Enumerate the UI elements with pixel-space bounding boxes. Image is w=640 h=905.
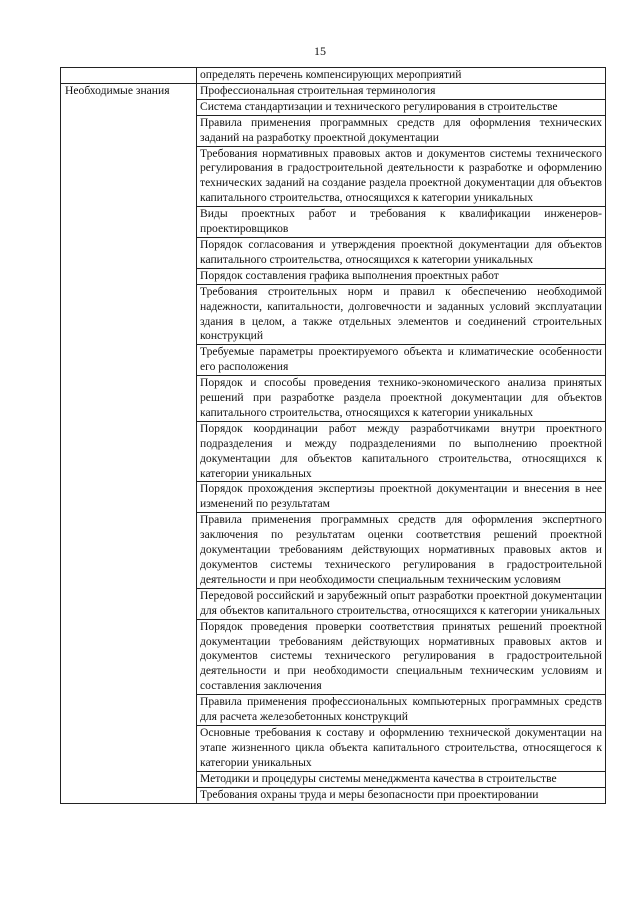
knowledge-item: Требуемые параметры проектируемого объекта и климатические особенности его расположения xyxy=(197,345,606,376)
knowledge-table xyxy=(60,67,606,804)
knowledge-item: Порядок прохождения экспертизы проектной документации и внесения в нее изменений по результатам xyxy=(197,482,606,513)
knowledge-item: Требования нормативных правовых актов и документов системы технического регулирования в градостроительной деятельности к разработке и оформлению технических заданий на создание раздела проектной документации для объектов капитального строительства, относящихся к категории уникальных xyxy=(197,146,606,207)
knowledge-item: Порядок и способы проведения технико-экономического анализа принятых решений при разработке раздела проектной документации для объектов капитального строительства, относящихся к категории уникальных xyxy=(197,376,606,422)
knowledge-item: Требования охраны труда и меры безопасности при проектировании xyxy=(197,787,606,803)
knowledge-item: Правила применения программных средств для оформления экспертного заключения по результатам оценки соответствия решений проектной документации требованиям действующих нормативных правовых актов и документов системы технического регулирования в градостроительной деятельности и при необходимости специальным техническим условиям xyxy=(197,513,606,589)
knowledge-item: Профессиональная строительная терминология xyxy=(197,83,606,99)
empty-label-cell xyxy=(61,68,197,84)
knowledge-item: Правила применения профессиональных компьютерных программных средств для расчета железобетонных конструкций xyxy=(197,695,606,726)
knowledge-item: Виды проектных работ и требования к квалификации инженеров-проектировщиков xyxy=(197,207,606,238)
table-row xyxy=(61,83,606,99)
knowledge-item: Порядок согласования и утверждения проектной документации для объектов капитального строительства, относящихся к категории уникальных xyxy=(197,237,606,268)
knowledge-item: Система стандартизации и технического регулирования в строительстве xyxy=(197,99,606,115)
knowledge-item: Методики и процедуры системы менеджмента качества в строительстве xyxy=(197,771,606,787)
knowledge-item: Порядок координации работ между разработчиками внутри проектного подразделения и между подразделениями по выполнению проектной документации для объектов капитального строительства, относящихся к категории уникальных xyxy=(197,421,606,482)
section-label: Необходимые знания xyxy=(61,83,197,803)
knowledge-item: Порядок проведения проверки соответствия принятых решений проектной документации требованиям действующих нормативных правовых актов и документов системы технического регулирования в градостроительной деятельности и при необходимости специальным техническим условиям и составления заключения xyxy=(197,619,606,695)
knowledge-item: Требования строительных норм и правил к обеспечению необходимой надежности, капитальности, долговечности и заданных условий эксплуатации здания в целом, а также отдельных элементов и соединений строительных конструкций xyxy=(197,284,606,345)
knowledge-item: Правила применения программных средств для оформления технических заданий на разработку проектной документации xyxy=(197,115,606,146)
continued-item: определять перечень компенсирующих мероприятий xyxy=(197,68,606,84)
knowledge-item: Основные требования к составу и оформлению технической документации на этапе жизненного цикла объекта капитального строительства, относящегося к категории уникальных xyxy=(197,725,606,771)
knowledge-item: Порядок составления графика выполнения проектных работ xyxy=(197,268,606,284)
table-row xyxy=(61,68,606,84)
page-number: 15 xyxy=(314,44,326,58)
knowledge-item: Передовой российский и зарубежный опыт разработки проектной документации для объектов капитального строительства, относящихся к категории уникальных xyxy=(197,588,606,619)
